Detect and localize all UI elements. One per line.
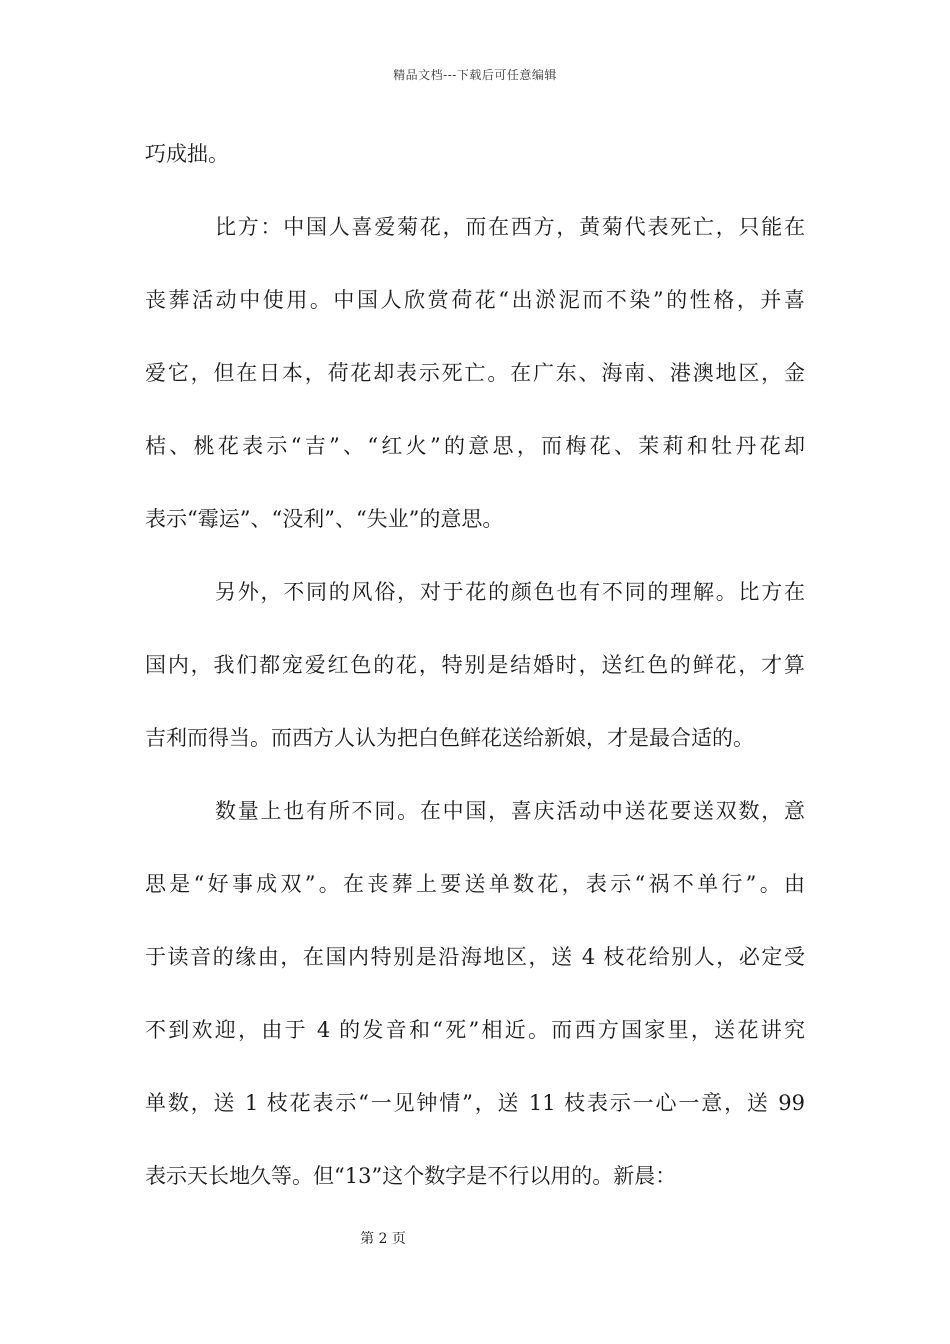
paragraph-line: 丧葬活动中使用。中国人欣赏荷花“出淤泥而不染”的性格，并喜: [145, 288, 805, 312]
paragraph-line: 巧成拙。: [145, 142, 229, 166]
paragraph-line: 比方：中国人喜爱菊花，而在西方，黄菊代表死亡，只能在: [215, 215, 805, 239]
paragraph-line: 爱它，但在日本，荷花却表示死亡。在广东、海南、港澳地区，金: [145, 361, 805, 385]
paragraph-line: 不到欢迎，由于 4 的发音和“死”相近。而西方国家里，送花讲究: [145, 1018, 805, 1042]
paragraph-line: 桔、桃花表示“吉”、“红火”的意思，而梅花、茉莉和牡丹花却: [145, 434, 805, 458]
paragraph-line: 吉利而得当。而西方人认为把白色鲜花送给新娘，才是最合适的。: [145, 726, 754, 750]
page-header: 精品文档---下载后可任意编辑: [393, 68, 557, 82]
paragraph-line: 表示“霉运”、“没利”、“失业”的意思。: [145, 507, 504, 531]
paragraph-line: 于读音的缘由，在国内特别是沿海地区，送 4 枝花给别人，必定受: [145, 945, 805, 969]
paragraph-line: 数量上也有所不同。在中国，喜庆活动中送花要送双数，意: [215, 799, 805, 823]
document-body: [145, 130, 805, 1200]
paragraph-line: 表示天长地久等。但“13”这个数字是不行以用的。新晨：: [145, 1164, 677, 1188]
paragraph-line: 思是“好事成双”。在丧葬上要送单数花，表示“祸不单行”。由: [145, 872, 805, 896]
paragraph-line: 另外，不同的风俗，对于花的颜色也有不同的理解。比方在: [215, 580, 805, 604]
page-number: 第 2 页: [360, 1231, 406, 1247]
paragraph-line: 国内，我们都宠爱红色的花，特别是结婚时，送红色的鲜花，才算: [145, 653, 805, 677]
paragraph-line: 单数，送 1 枝花表示“一见钟情”，送 11 枝表示一心一意，送 99: [145, 1091, 805, 1115]
